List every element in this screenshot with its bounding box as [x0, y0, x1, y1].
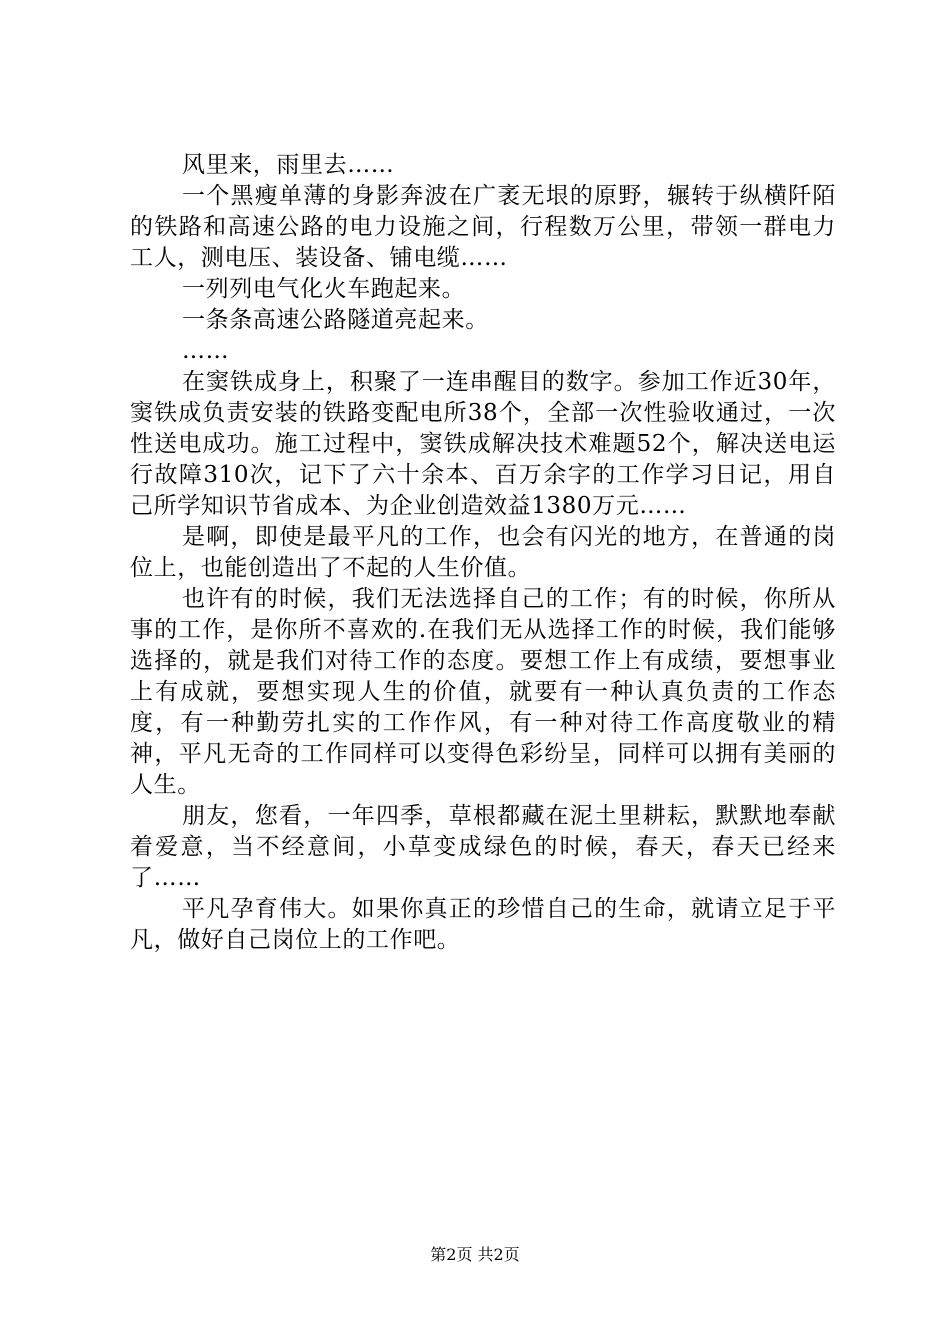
page-number-footer: 第2页 共2页: [430, 1245, 520, 1264]
paragraph: 风里来，雨里去……: [182, 152, 395, 178]
paragraph: 是啊，即使是最平凡的工作，也会有闪光的地方，在普通的岗位上，也能创造出了不起的人生价值。: [130, 524, 836, 581]
paragraph: 平凡孕育伟大。如果你真正的珍惜自己的生命，就请立足于平凡，做好自己岗位上的工作吧。: [130, 896, 836, 953]
paragraph: 一条条高速公路隧道亮起来。: [182, 307, 489, 333]
paragraph: 一个黑瘦单薄的身影奔波在广袤无垠的原野，辗转于纵横阡陌的铁路和高速公路的电力设施之间，行程数万公里，带领一群电力工人，测电压、装设备、铺电缆……: [130, 183, 836, 271]
paragraph: 也许有的时候，我们无法选择自己的工作；有的时候，你所从事的工作，是你所不喜欢的.在我们无从选择工作的时候，我们能够选择的，就是我们对待工作的态度。要想工作上有成绩，要想事业上有成就，要想实现人生的价值，就要有一种认真负责的工作态度，有一种勤劳扎实的工作作风，有一种对待工作高度敬业的精神，平凡无奇的工作同样可以变得色彩纷呈，同样可以拥有美丽的人生。: [130, 586, 836, 798]
paragraph: 一列列电气化火车跑起来。: [182, 276, 466, 302]
paragraph: 朋友，您看，一年四季，草根都藏在泥土里耕耘，默默地奉献着爱意，当不经意间，小草变成绿色的时候，春天，春天已经来了……: [130, 803, 836, 891]
document-body: [130, 150, 836, 956]
paragraph: ……: [182, 338, 230, 364]
paragraph: 在窦铁成身上，积聚了一连串醒目的数字。参加工作近30年，窦铁成负责安装的铁路变配电所38个，全部一次性验收通过，一次性送电成功。施工过程中，窦铁成解决技术难题52个，解决送电运行故障310次，记下了六十余本、百万余字的工作学习日记，用自己所学知识节省成本、为企业创造效益1380万元……: [130, 369, 836, 519]
